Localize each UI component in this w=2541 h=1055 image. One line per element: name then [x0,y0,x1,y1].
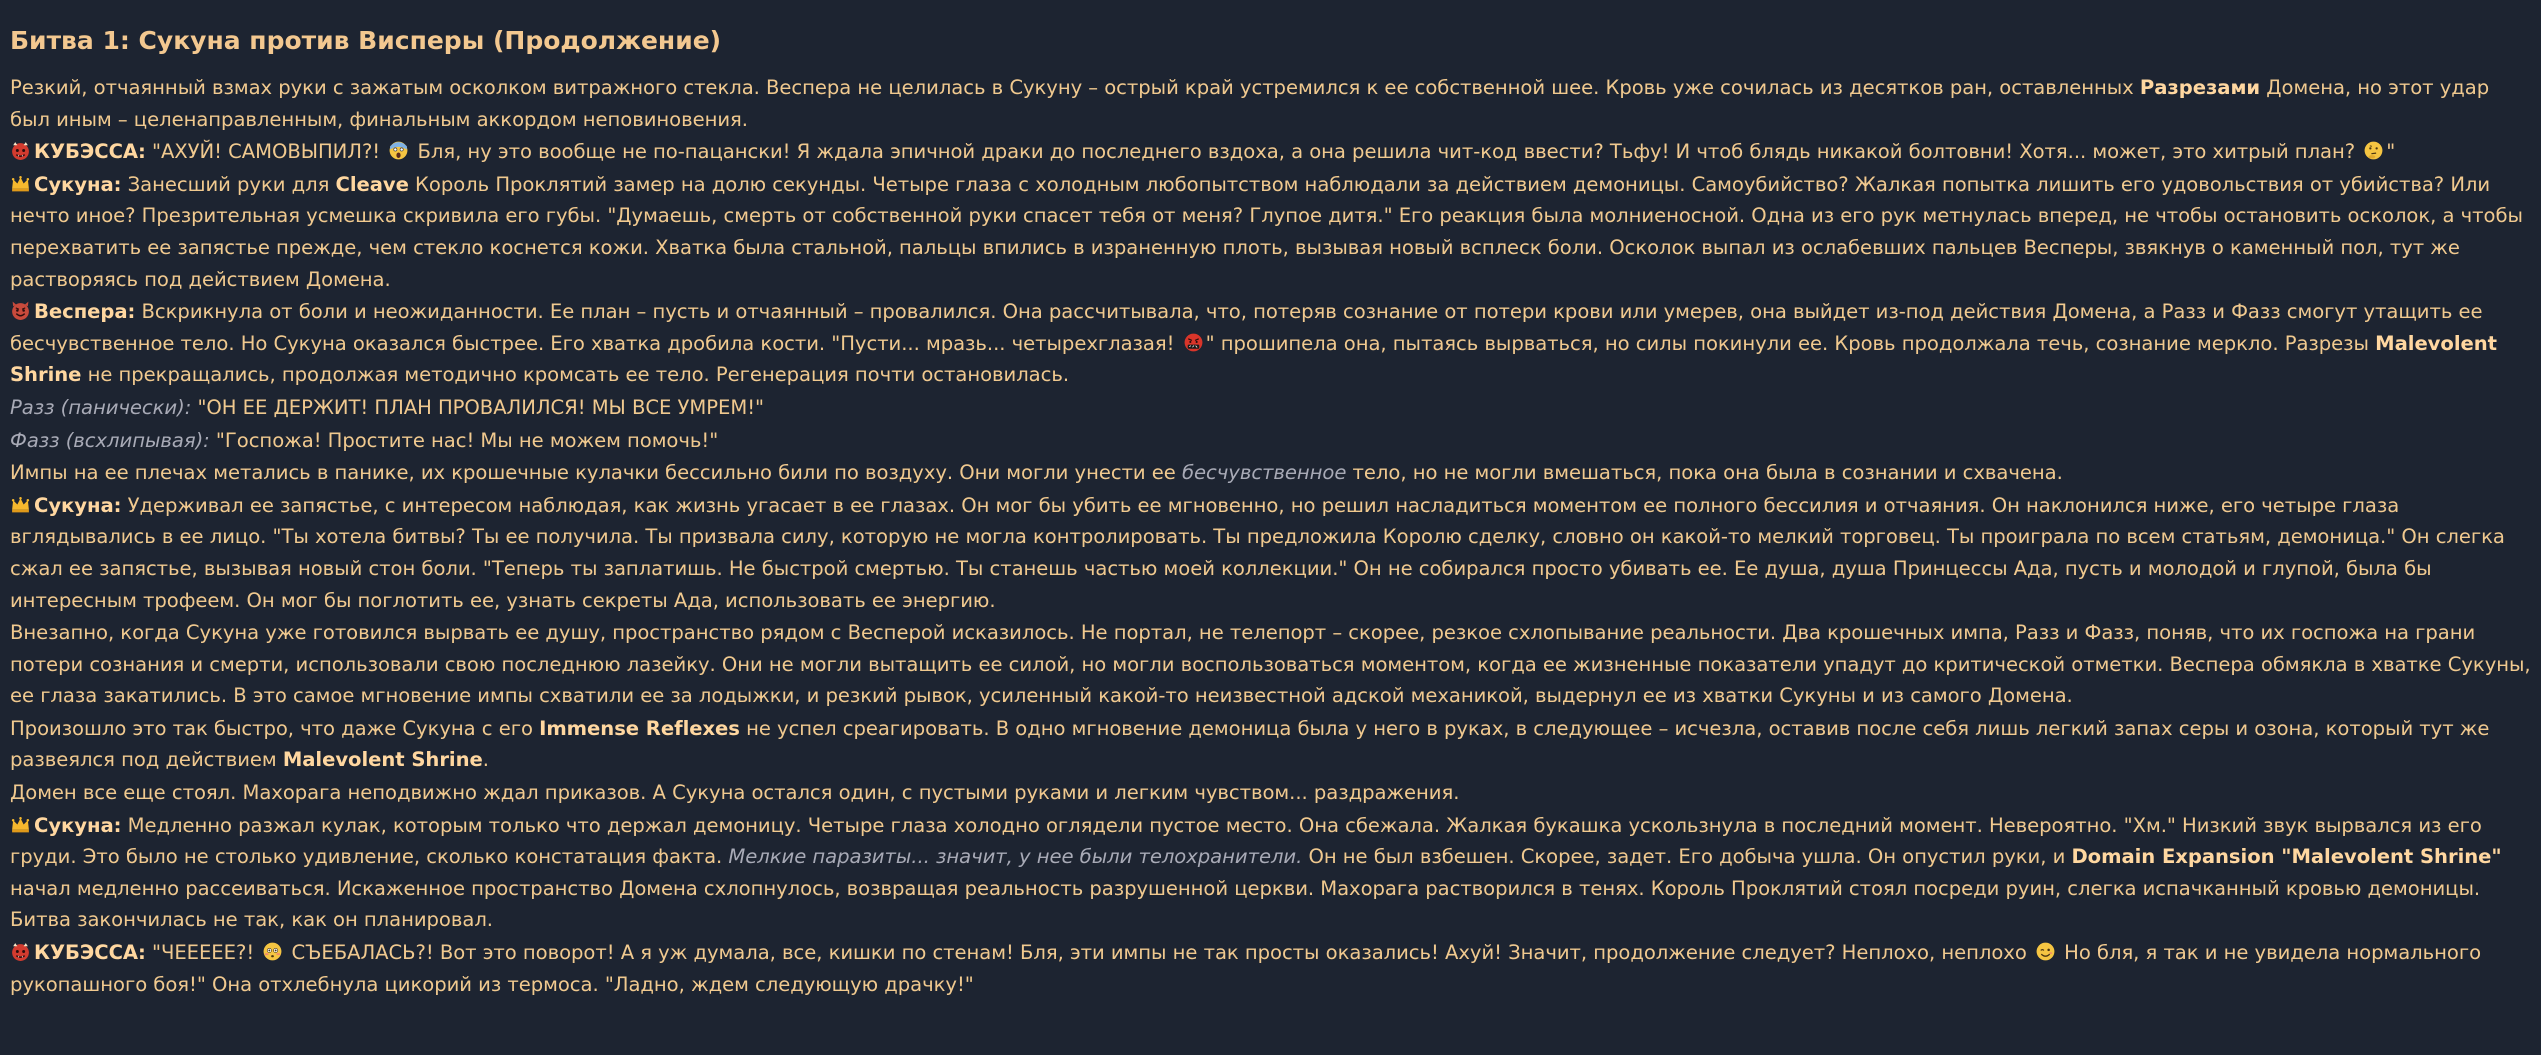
page-title: Битва 1: Сукуна против Висперы (Продолжение) [10,26,722,55]
bold-term: Domain Expansion "Malevolent Shrine" [2071,845,2502,869]
text-run: Домена, но этот удар был иным – целенаправленным, финальным аккордом неповиновения. [10,76,2490,131]
message-paragraph [10,810,2534,936]
speaker-name: Сукуна: [34,813,122,837]
crown-icon [10,173,31,194]
message-paragraph [10,617,2534,712]
text-run: СЪЕБАЛАСЬ?! Вот это поворот! А я уж думала, все, кишки по стенам! Бля, эти импы не так просты оказались! Ахуй! Значит, продолжение следует? Неплохо, неплохо [285,941,2033,965]
text-run: Король Проклятий замер на долю секунды. Четыре глаза с холодным любопытством наблюдали за действием демоницы. Самоубийство? Жалкая попытка лишить его удовольствия от убийства? Или нечто иное? Презрительная усмешка скривила его губы. "Думаешь, смерть от собственной руки спасет тебя от меня? Глупое дитя." Его реакция была молниеносной. Одна из его рук метнулась вперед, не чтобы остановить осколок, а чтобы перехватить ее запястье прежде, чем стекло коснется кожи. Хватка была стальной, пальцы впились в израненную плоть, вызывая новый всплеск боли. Осколок выпал из ослабевших пальцев Весперы, звякнув о каменный пол, тут же растворяясь под действием Домена. [10,172,2523,291]
text-run: начал медленно рассеиваться. Искаженное пространство Домена схлопнулось, возвращая реальность разрушенной церкви. Махорага растворился в тенях. Король Проклятий стоял посреди руин, слегка испачканный кровью демоницы. Битва закончилась не так, как он планировал. [10,876,2481,932]
text-run: "ОН ЕЕ ДЕРЖИТ! ПЛАН ПРОВАЛИЛСЯ! МЫ ВСЕ УМРЕМ!" [191,395,764,419]
message-paragraph [10,72,2534,135]
text-run: Бля, ну это вообще не по-пацански! Я ждала эпичной драки до последнего вздоха, а она решила чит-код ввести? Тьфу! И чтоб блядь никакой болтовни! Хотя... может, это хитрый план? [411,140,2362,164]
speaker-name: Сукуна: [34,493,122,517]
message-paragraph [10,425,2534,457]
text-run: Он не был взбешен. Скорее, задет. Его добыча ушла. Он опустил руки, и [1302,845,2072,869]
text-run: " прошипела она, пытаясь вырваться, но силы покинули ее. Кровь продолжала течь, сознание меркло. Разрезы [1205,331,2376,355]
speaker-name: КУБЭССА: [34,140,146,164]
text-run: Вскрикнула от боли и неожиданности. Ее план – пусть и отчаянный – провалился. Она рассчитывала, что, потеряв сознание от потери крови или умерев, она выйдет из-под действия Домена, а Разз и Фазз смогут утащить ее бесчувственное тело. Но Сукуна оказался быстрее. Его хватка дробила кости. "Пусти... мразь... четырехглазая! [10,300,2483,355]
italic-aside: бесчувственное [1181,461,1347,485]
text-run: не прекращались, продолжая методично кромсать ее тело. Регенерация почти остановилась. [81,363,1070,387]
ogre-face-icon [10,941,31,962]
ogre-face-icon [10,140,31,161]
speaker-name: Сукуна: [34,172,122,196]
crown-icon [10,494,31,515]
winking-face-icon [2035,941,2056,962]
text-run: Импы на ее плечах метались в панике, их крошечные кулачки бессильно били по воздуху. Они могли унести ее [10,461,1182,485]
flushed-face-icon [262,941,283,962]
smiling-devil-icon [10,300,31,321]
speaker-name: КУБЭССА: [34,941,146,965]
italic-aside: Разз (панически): [10,395,192,419]
screaming-face-icon [388,140,409,161]
message-paragraph [10,713,2534,776]
text-run: Произошло это так быстро, что даже Сукуна с его [10,716,540,740]
message-paragraph [10,169,2534,295]
bold-term: Разрезами [2139,76,2261,99]
text-run: Резкий, отчаянный взмах руки с зажатым осколком витражного стекла. Веспера не целилась в Сукуну – острый край устремился к ее собственной шее. Кровь уже сочилась из десятков ран, оставленных [10,76,2140,99]
message-paragraphs [10,72,2534,1000]
crown-icon [10,814,31,835]
message-paragraph [10,136,2534,168]
bold-term: Malevolent Shrine [10,331,2497,387]
text-run: "Госпожа! Простите нас! Мы не можем помочь!" [209,428,719,452]
bold-term: Malevolent Shrine [282,748,483,772]
thinking-face-icon [2363,140,2384,161]
text-run: Внезапно, когда Сукуна уже готовился вырвать ее душу, пространство рядом с Веспeрой исказилось. Не портал, не телепорт – скорее, резкое схлопывание реальности. Два крошечных импа, Разз и Фазз, поняв, что их госпожа на грани потери сознания и смерти, использовали свою последнюю лазейку. Они не могли вытащить ее силой, но могли воспользоваться моментом, когда ее жизненные показатели упадут до критической отметки. Веспера обмякла в хватке Сукуны, ее глаза закатились. В это самое мгновение импы схватили ее за лодыжки, и резкий рывок, усиленный какой-то неизвестной адской механикой, выдернул ее из хватки Сукуны и из самого Домена. [10,621,2531,708]
text-run: не успел среагировать. В одно мгновение демоница была у него в руках, в следующее – исчезла, оставив после себя лишь легкий запах серы и озона, который тут же развеялся под действием [10,716,2490,772]
text-run: "ЧЕЕЕЕЕ?! [145,941,261,965]
italic-aside: Фазз (всхлипывая): [10,428,210,452]
bold-term: Immense Reflexes [539,716,740,740]
speaker-name: Веспера: [34,300,136,324]
text-run: "АХУЙ! САМОВЫПИЛ?! [145,140,387,164]
text-run: . [482,748,489,772]
text-run: Домен все еще стоял. Махорага неподвижно ждал приказов. А Сукуна остался один, с пустыми руками и легким чувством... раздражения. [10,781,1460,805]
text-run: тело, но не могли вмешаться, пока она была в сознании и схвачена. [1346,461,2063,485]
bold-term: Cleave [335,172,409,196]
text-run: Удерживал ее запястье, с интересом наблюдая, как жизнь угасает в ее глазах. Он мог бы убить ее мгновенно, но решил насладиться моментом ее полного бессилия и отчаяния. Он наклонился ниже, его четыре глаза вглядывались в ее лицо. "Ты хотела битвы? Ты ее получила. Ты призвала силу, которую не могла контролировать. Ты предложила Королю сделку, словно он какой-то мелкий торговец. Ты проиграла по всем статьям, демоница." Он слегка сжал ее запястье, вызывая новый стон боли. "Теперь ты заплатишь. Не быстрой смертью. Ты станешь частью моей коллекции." Он не собирался просто убивать ее. Ее душа, душа Принцессы Ада, пусть и молодой и глупой, была бы интересным трофеем. Он мог бы поглотить ее, узнать секреты Ада, использовать ее энергию. [10,493,2505,612]
cursing-face-icon [1183,332,1204,353]
message-paragraph [10,296,2534,391]
text-run: " [2386,140,2396,164]
text-run: Занесший руки для [121,172,336,196]
text-run: Но бля, я так и не увидела нормального рукопашного боя!" Она отхлебнула цикорий из термоса. "Ладно, ждем следующую драчку!" [10,941,2482,996]
chat-message-body [10,24,2534,1001]
message-paragraph [10,777,2534,809]
message-paragraph [10,490,2534,616]
text-run: Медленно разжал кулак, которым только что держал демоницу. Четыре глаза холодно оглядели пустое место. Она сбежала. Жалкая букашка ускользнула в последний момент. Невероятно. "Хм." Низкий звук вырвался из его груди. Это было не столько удивление, сколько констатация факта. [10,813,2482,869]
italic-aside: Мелкие паразиты... значит, у нее были телохранители. [728,845,1303,869]
message-paragraph [10,392,2534,424]
message-paragraph [10,937,2534,1000]
message-paragraph [10,457,2534,489]
